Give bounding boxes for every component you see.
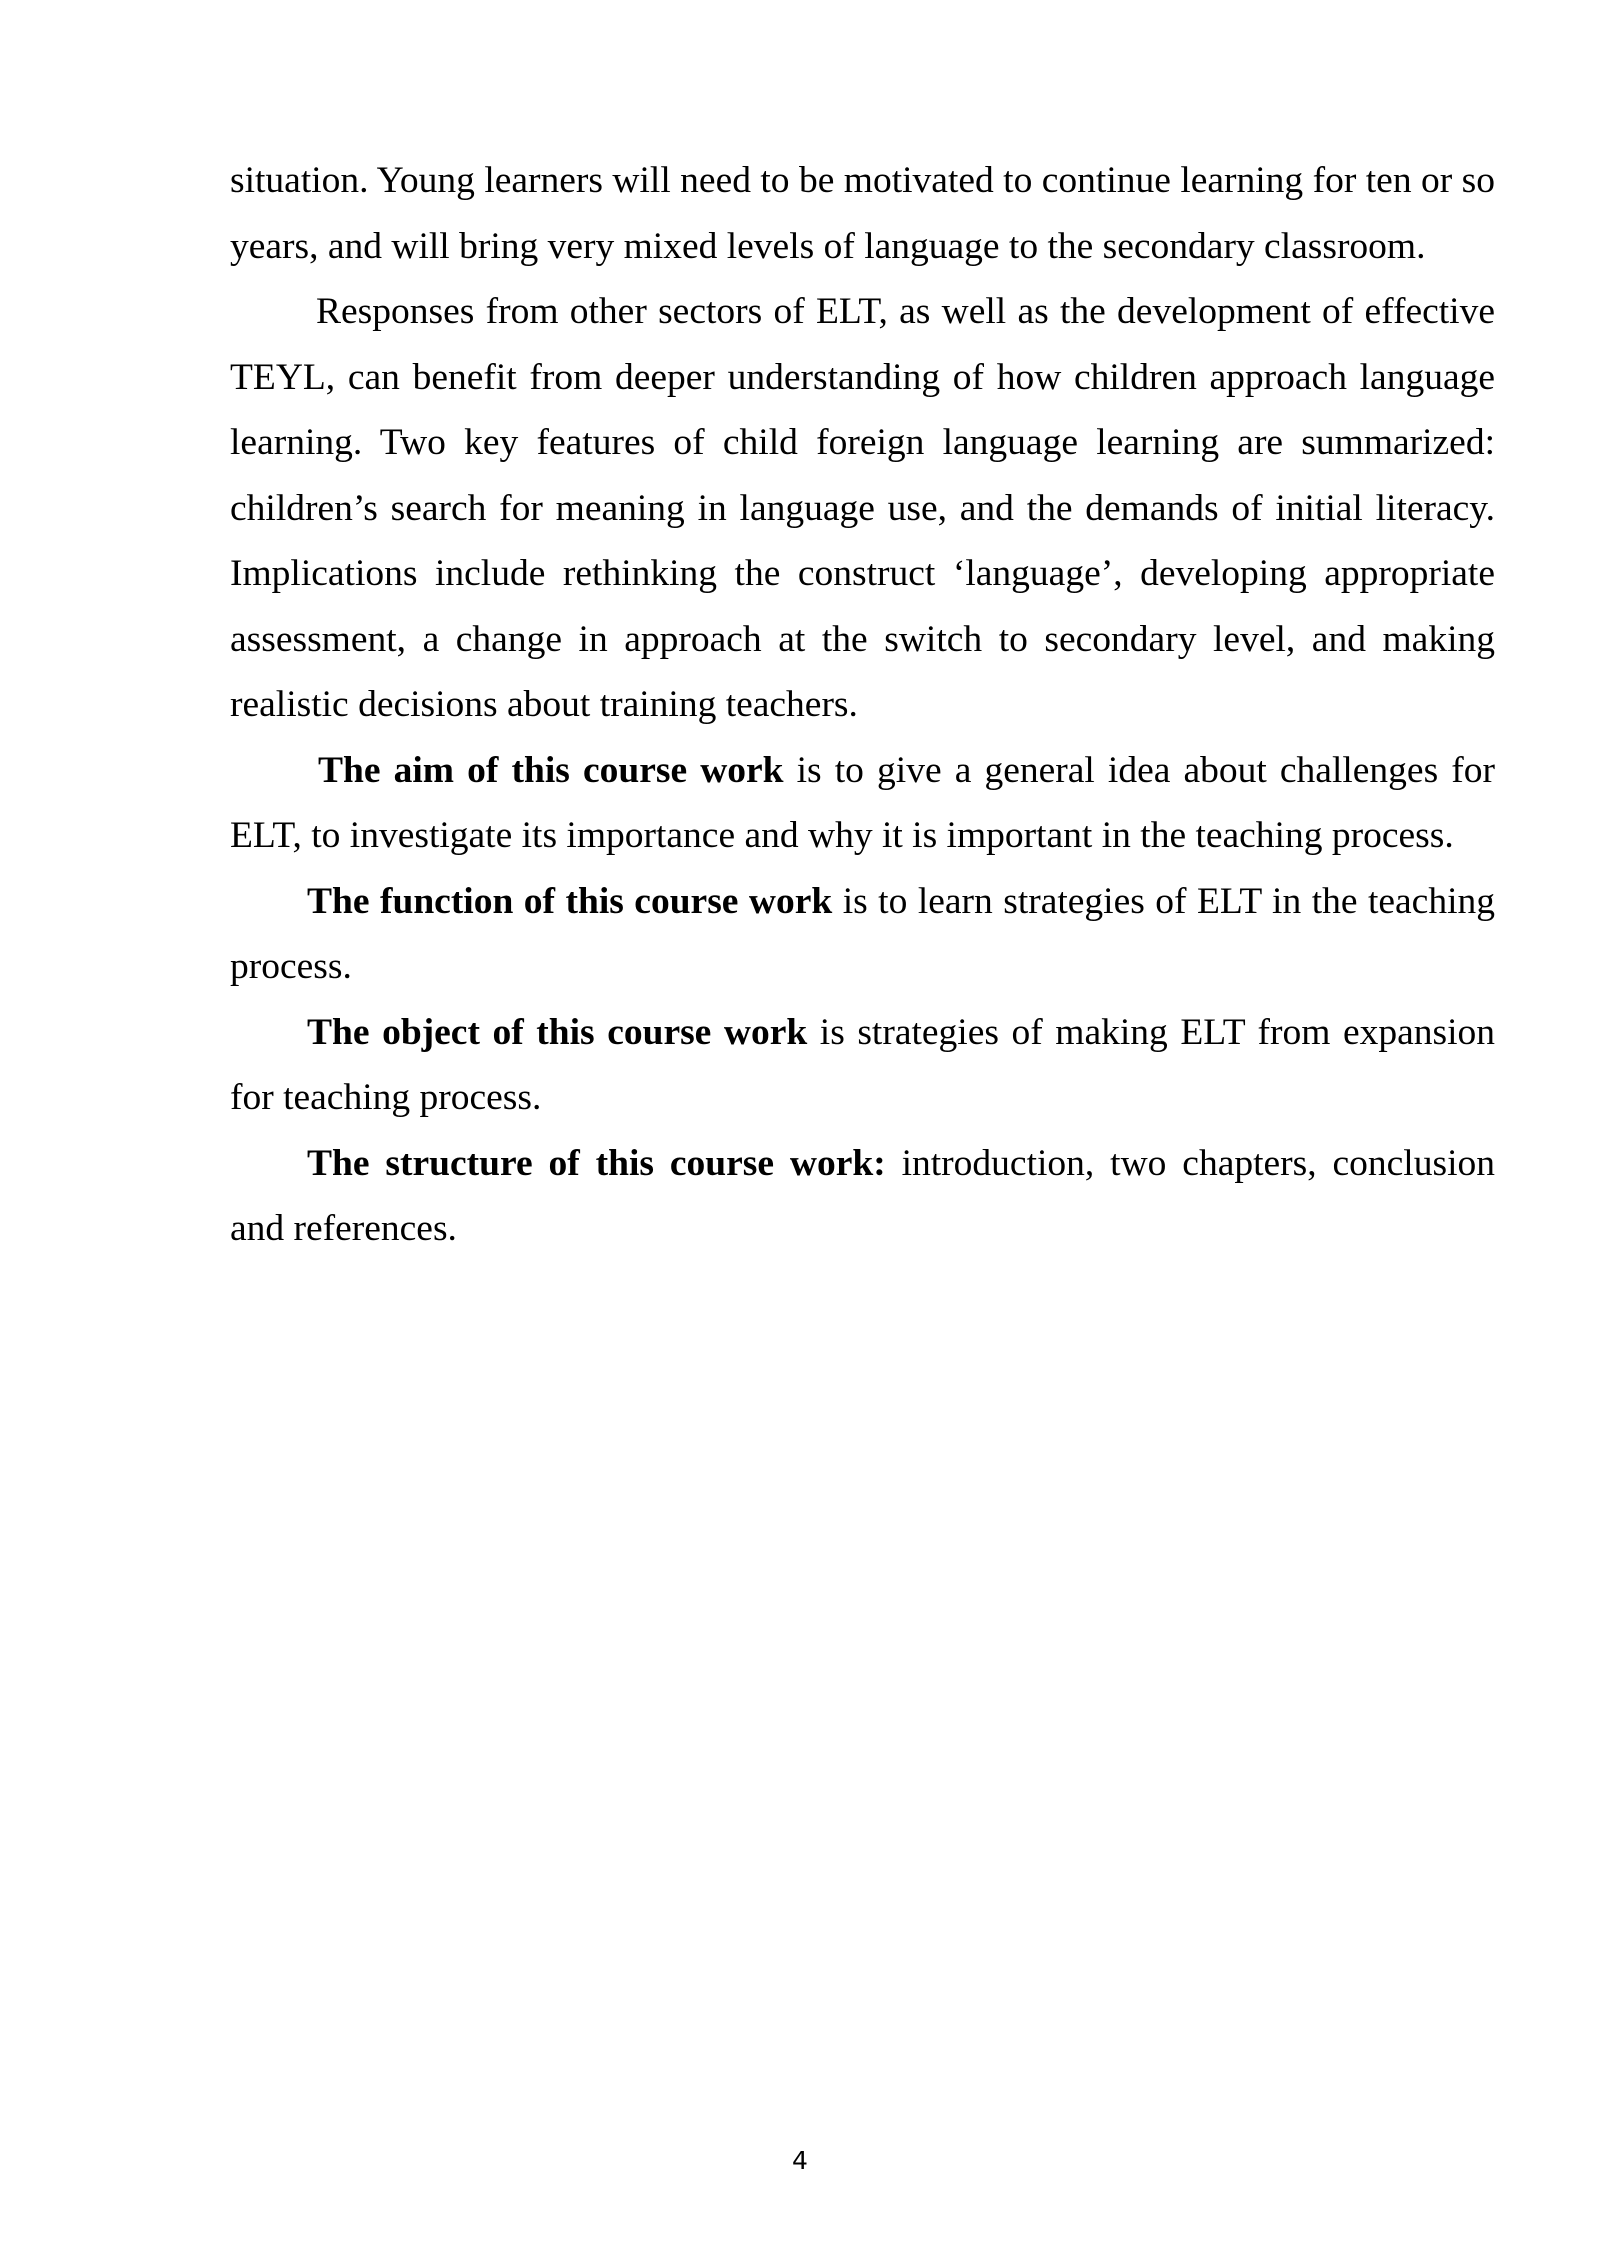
paragraph-text: is to give a general idea about challenges for ELT, to investigate its importance and why it is important in the teaching process. [230, 749, 1495, 856]
paragraph-function [230, 869, 1495, 1000]
paragraph-lead: The object of this course work [307, 1011, 808, 1053]
paragraph-object [230, 1000, 1495, 1131]
page-number: 4 [792, 2146, 808, 2175]
paragraph-structure [230, 1131, 1495, 1262]
paragraph-responses [230, 279, 1495, 738]
body-text [230, 148, 1495, 1262]
paragraph-lead: The aim of this course work [318, 749, 784, 791]
paragraph-lead: The structure of this course work: [307, 1142, 886, 1184]
paragraph-text: is strategies of making ELT from expansion for teaching process. [230, 1011, 1495, 1118]
paragraph-text: Responses from other sectors of ELT, as well as the development of effective TEYL, can benefit from deeper understanding of how children approach language learning. Two key features of child foreign language learning are summarized: children’s search for meaning in language use, and the demands of initial literacy. Implications include rethinking the construct ‘language’, developing appropriate assessment, a change in approach at the switch to secondary level, and making realistic decisions about training teachers. [230, 291, 1495, 725]
paragraph-lead: The function of this course work [307, 880, 833, 922]
paragraph-text: is to learn strategies of ELT in the teaching process. [230, 880, 1495, 987]
paragraph-text: situation. Young learners will need to be motivated to continue learning for ten or so years, and will bring very mixed levels of language to the secondary classroom. [230, 160, 1495, 267]
paragraph-text: introduction, two chapters, conclusion and references. [230, 1142, 1495, 1249]
paragraph-continuation [230, 148, 1495, 279]
paragraph-aim [230, 738, 1495, 869]
